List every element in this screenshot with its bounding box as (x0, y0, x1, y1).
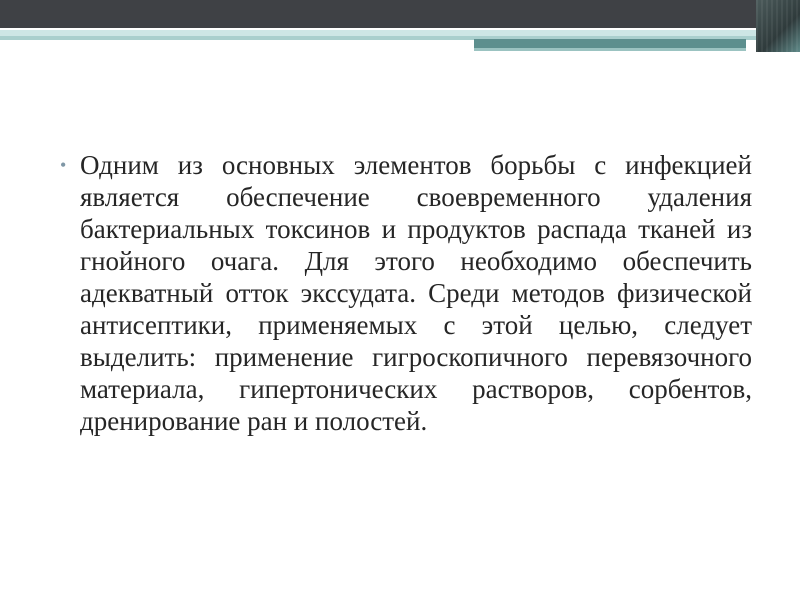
slide-body (60, 149, 752, 437)
accent-bar-underline (474, 48, 746, 51)
bullet-text: Одним из основных элементов борьбы с инфекцией является обеспечение своевременного удаления бактериальных токсинов и продуктов распада тканей из гнойного очага. Для этого необходимо обеспечить адекватный отток экссудата. Среди методов физической антисептики, применяемых с этой целью, следует выделить: применение гигроскопичного перевязочного материала, гипертонических растворов, сорбентов, дренирование ран и полостей. (80, 150, 752, 436)
bullet-item (60, 149, 752, 437)
bullet-icon: • (60, 155, 67, 175)
header-band (0, 0, 800, 28)
corner-decoration (756, 0, 800, 52)
accent-bar (474, 39, 746, 48)
